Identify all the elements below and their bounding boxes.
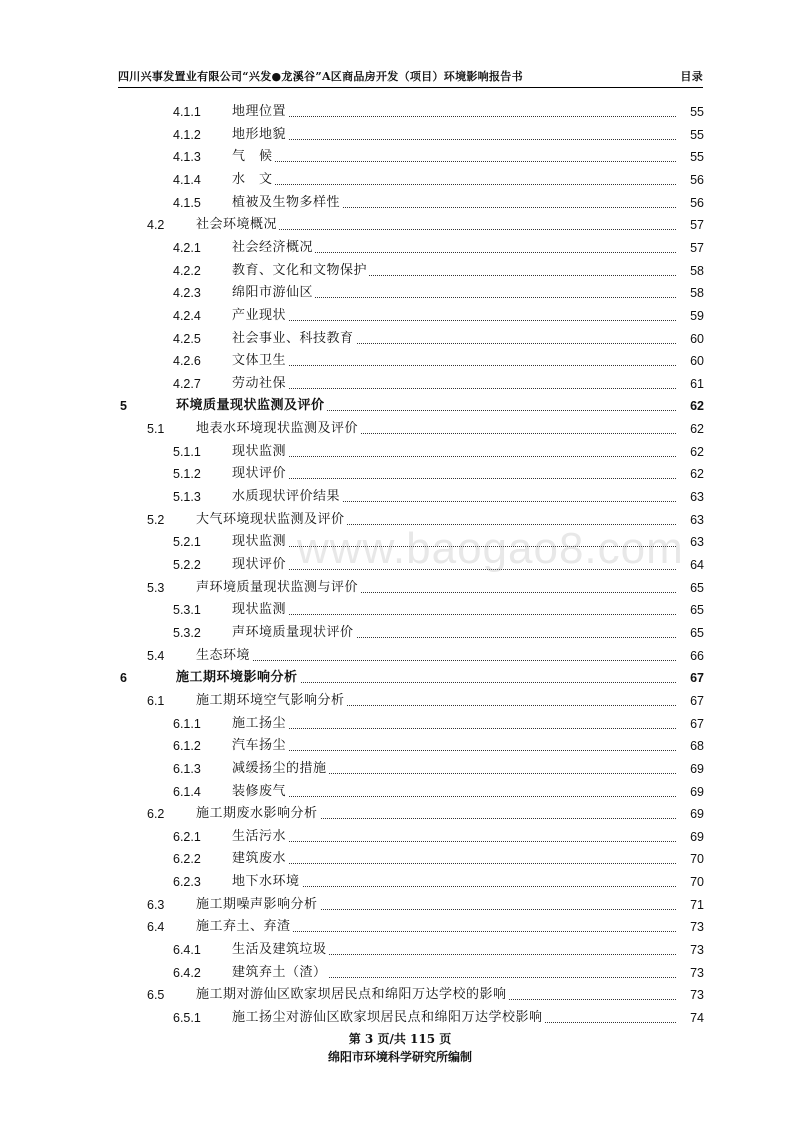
toc-entry-title: 施工扬尘对游仙区欧家坝居民点和绵阳万达学校影响 <box>232 1010 543 1025</box>
toc-entry-page: 63 <box>690 490 704 505</box>
toc-entry-number: 6 <box>120 671 127 686</box>
toc-entry-number: 4.1.5 <box>173 195 201 210</box>
toc-entry-number: 4.1.4 <box>173 172 201 187</box>
toc-entry-number: 6.5.1 <box>173 1011 201 1025</box>
toc-entry-title: 装修废气 <box>232 783 287 799</box>
toc-entry-page: 60 <box>690 331 704 346</box>
toc-leader-dots <box>242 116 676 117</box>
toc-entry-number: 4.1.1 <box>173 105 201 119</box>
toc-entry-title: 现状监测 <box>232 534 287 550</box>
toc-entry-page: 63 <box>690 535 704 550</box>
toc-entry-title: 气 候 <box>232 149 273 165</box>
toc-entry[interactable] <box>173 303 704 325</box>
toc-entry-number: 6.2.1 <box>173 829 201 844</box>
toc-entry-page: 65 <box>690 580 704 595</box>
toc-entry-page: 71 <box>690 897 704 912</box>
toc-entry-number: 4.2.2 <box>173 263 201 278</box>
toc-entry[interactable] <box>173 235 704 257</box>
toc-entry-number: 5.1.1 <box>173 444 201 459</box>
toc-entry-title: 现状评价 <box>232 466 287 482</box>
toc-entry-number: 6.4.2 <box>173 965 201 980</box>
toc-entry-page: 74 <box>690 1011 704 1025</box>
toc-entry-title: 施工扬尘 <box>232 715 287 731</box>
toc-entry-number: 6.1.1 <box>173 716 201 731</box>
toc-entry-number: 5.3 <box>147 580 165 595</box>
toc-entry-number: 6.1.2 <box>173 739 201 754</box>
toc-entry-page: 62 <box>690 467 704 482</box>
toc-entry-page: 67 <box>690 693 704 708</box>
toc-entry-title: 现状监测 <box>232 602 287 618</box>
toc-entry-title: 减缓扬尘的措施 <box>232 760 327 776</box>
toc-entry-title: 施工期废水影响分析 <box>196 806 318 822</box>
toc-entry-number: 5.2.2 <box>173 558 201 572</box>
toc-entry-title: 教育、文化和文物保护 <box>232 262 368 278</box>
toc-entry-title: 社会环境概况 <box>196 217 278 233</box>
toc-entry[interactable] <box>173 824 704 846</box>
toc-entry-title: 施工弃土、弃渣 <box>196 919 291 935</box>
toc-leader-dots <box>242 320 676 321</box>
toc-entry-number: 5.1.3 <box>173 490 201 505</box>
toc-entry[interactable] <box>173 846 704 868</box>
toc-entry-page: 70 <box>690 852 704 867</box>
toc-entry-number: 4.1.2 <box>173 127 201 142</box>
toc-entry-title: 产业现状 <box>232 307 287 323</box>
toc-entry[interactable] <box>173 529 704 551</box>
toc-entry-page: 73 <box>690 943 704 958</box>
toc-entry-number: 6.2 <box>147 807 165 822</box>
toc-entry-page: 65 <box>690 603 704 618</box>
toc-entry[interactable] <box>147 892 704 914</box>
toc-entry-page: 69 <box>690 829 704 844</box>
toc-entry-title: 大气环境现状监测及评价 <box>196 511 345 527</box>
toc-entry-title: 施工期对游仙区欧家坝居民点和绵阳万达学校的影响 <box>196 987 507 1003</box>
toc-entry-number: 5 <box>120 399 127 414</box>
toc-entry-number: 4.2.7 <box>173 376 201 391</box>
toc-entry[interactable] <box>173 461 704 483</box>
toc-entry-page: 65 <box>690 625 704 640</box>
toc-entry-title: 建筑弃土（渣） <box>232 964 327 980</box>
toc-entry-title: 现状评价 <box>232 557 287 572</box>
toc-entry-title: 社会经济概况 <box>232 239 314 255</box>
toc-entry[interactable] <box>173 371 704 393</box>
toc-entry-title: 汽车扬尘 <box>232 738 287 754</box>
toc-entry-title: 地表水环境现状监测及评价 <box>196 421 359 437</box>
toc-leader-dots <box>242 139 676 140</box>
toc-entry-number: 5.1.2 <box>173 467 201 482</box>
toc-entry-title: 绵阳市游仙区 <box>232 285 314 301</box>
toc-entry-title: 植被及生物多样性 <box>232 194 341 210</box>
toc-entry[interactable] <box>147 801 704 823</box>
toc-entry-page: 55 <box>690 150 704 165</box>
toc-entry-page: 73 <box>690 965 704 980</box>
toc-entry-page: 57 <box>690 218 704 233</box>
toc-entry-page: 69 <box>690 761 704 776</box>
toc-entry[interactable] <box>173 960 704 982</box>
toc-entry-page: 56 <box>690 195 704 210</box>
toc-entry-title: 生活及建筑垃圾 <box>232 942 327 958</box>
toc-entry-number: 5.3.2 <box>173 625 201 640</box>
toc-entry[interactable] <box>173 937 704 959</box>
header-report-title: 四川兴事发置业有限公司“兴发●龙溪谷”A区商品房开发（项目）环境影响报告书 <box>118 70 523 83</box>
toc-entry-number: 6.5 <box>147 988 165 1003</box>
toc-leader-dots <box>242 796 676 797</box>
page-header <box>118 66 703 84</box>
toc-entry[interactable] <box>173 552 704 574</box>
toc-entry-title: 水质现状评价结果 <box>232 489 341 505</box>
toc-entry-page: 62 <box>690 444 704 459</box>
toc-entry[interactable] <box>147 982 704 1004</box>
toc-entry-title: 环境质量现状监测及评价 <box>176 398 325 414</box>
toc-entry-title: 文体卫生 <box>232 353 287 369</box>
header-section-label: 目录 <box>680 70 703 83</box>
toc-leader-dots <box>242 184 676 185</box>
toc-leader-dots <box>242 728 676 729</box>
toc-entry-number: 5.3.1 <box>173 603 201 618</box>
toc-entry-page: 73 <box>690 988 704 1003</box>
toc-entry-page: 62 <box>690 399 704 414</box>
toc-entry[interactable] <box>147 507 704 529</box>
toc-entry-title: 地下水环境 <box>232 874 300 890</box>
toc-entry[interactable] <box>147 914 704 936</box>
toc-entry-page: 58 <box>690 263 704 278</box>
toc-entry[interactable] <box>173 326 704 348</box>
toc-entry-page: 63 <box>690 512 704 527</box>
toc-entry[interactable] <box>173 779 704 801</box>
toc-leader-dots <box>242 546 676 547</box>
toc-leader-dots <box>242 478 676 479</box>
toc-entry-title: 劳动社保 <box>232 375 287 391</box>
toc-entry[interactable] <box>147 575 704 597</box>
toc-entry[interactable] <box>120 393 704 415</box>
toc-entry[interactable] <box>120 665 704 687</box>
toc-entry[interactable] <box>173 144 704 166</box>
toc-entry-title: 社会事业、科技教育 <box>232 330 354 346</box>
toc-entry[interactable] <box>173 484 704 506</box>
toc-entry-page: 66 <box>690 648 704 663</box>
toc-entry-page: 59 <box>690 308 704 323</box>
toc-entry-number: 6.4.1 <box>173 943 201 958</box>
toc-entry-number: 5.1 <box>147 422 165 437</box>
toc-leader-dots <box>242 161 676 162</box>
toc-entry-number: 4.2 <box>147 218 165 233</box>
toc-entry[interactable] <box>173 280 704 302</box>
toc-entry-page: 73 <box>690 920 704 935</box>
footer-author: 绵阳市环境科学研究所编制 <box>327 1050 472 1064</box>
toc-entry-title: 施工期环境空气影响分析 <box>196 692 345 708</box>
toc-entry[interactable] <box>173 190 704 212</box>
toc-entry[interactable] <box>173 597 704 619</box>
toc-entry[interactable] <box>173 348 704 370</box>
toc-entry[interactable] <box>173 620 704 642</box>
toc-entry-number: 6.3 <box>147 897 165 912</box>
toc-entry-page: 67 <box>690 671 704 686</box>
toc-leader-dots <box>242 841 676 842</box>
toc-entry-number: 4.2.1 <box>173 240 201 255</box>
toc-leader-dots <box>242 456 676 457</box>
watermark: www.baogao8.com <box>297 524 684 573</box>
toc-leader-dots <box>242 365 676 366</box>
toc-entry-page: 55 <box>690 105 704 119</box>
toc-entry-page: 69 <box>690 784 704 799</box>
toc-entry-page: 60 <box>690 354 704 369</box>
toc-entry-number: 4.2.6 <box>173 354 201 369</box>
toc-entry-title: 现状监测 <box>232 443 287 459</box>
toc-entry-title: 地形地貌 <box>232 126 287 142</box>
toc-entry[interactable] <box>147 212 704 234</box>
toc-entry[interactable] <box>173 167 704 189</box>
toc-entry[interactable] <box>173 733 704 755</box>
toc-entry-page: 69 <box>690 807 704 822</box>
toc-entry-page: 58 <box>690 286 704 301</box>
toc-entry[interactable] <box>173 258 704 280</box>
toc-entry-number: 4.1.3 <box>173 150 201 165</box>
toc-entry-page: 67 <box>690 716 704 731</box>
toc-entry-number: 4.2.3 <box>173 286 201 301</box>
toc-entry-title: 声环境质量现状监测与评价 <box>196 579 359 595</box>
toc-entry-title: 建筑废水 <box>232 851 287 867</box>
toc-entry-title: 生活污水 <box>232 828 287 844</box>
toc-entry-number: 5.2 <box>147 512 165 527</box>
toc-entry[interactable] <box>147 643 704 665</box>
toc-entry-title: 生态环境 <box>196 647 251 663</box>
toc-leader-dots <box>242 614 676 615</box>
toc-entry-number: 6.4 <box>147 920 165 935</box>
toc-entry-number: 6.2.3 <box>173 875 201 890</box>
toc-entry[interactable] <box>173 869 704 891</box>
toc-entry-page: 64 <box>690 558 704 572</box>
toc-entry[interactable] <box>173 99 704 121</box>
toc-leader-dots <box>242 388 676 389</box>
toc-entry-title: 施工期环境影响分析 <box>176 670 298 686</box>
header-divider <box>118 87 703 88</box>
toc-entry[interactable] <box>173 439 704 461</box>
toc-entry[interactable] <box>147 416 704 438</box>
toc-entry-page: 55 <box>690 127 704 142</box>
toc-entry-number: 5.2.1 <box>173 535 201 550</box>
toc-entry-number: 6.1 <box>147 693 165 708</box>
toc-entry[interactable] <box>173 122 704 144</box>
toc-entry-page: 70 <box>690 875 704 890</box>
toc-leader-dots <box>242 886 676 887</box>
toc-entry-title: 水 文 <box>232 171 273 187</box>
toc-entry-page: 57 <box>690 240 704 255</box>
toc-entry-page: 56 <box>690 172 704 187</box>
toc-leader-dots <box>242 863 676 864</box>
toc-entry-title: 地理位置 <box>232 104 287 119</box>
toc-entry-page: 68 <box>690 739 704 754</box>
toc-entry-number: 5.4 <box>147 648 165 663</box>
footer-page-info: 第 3 页/共 115 页 <box>348 1032 452 1046</box>
toc-leader-dots <box>206 660 676 661</box>
toc-entry-number: 4.2.5 <box>173 331 201 346</box>
toc-entry-title: 施工期噪声影响分析 <box>196 896 318 912</box>
toc-entry-title: 声环境质量现状评价 <box>232 624 354 640</box>
toc-entry-page: 61 <box>690 376 704 391</box>
toc-leader-dots <box>242 569 676 570</box>
toc-entry[interactable] <box>173 1005 704 1027</box>
toc-entry[interactable] <box>173 756 704 778</box>
toc-entry-number: 4.2.4 <box>173 308 201 323</box>
toc-entry-number: 6.1.3 <box>173 761 201 776</box>
toc-entry-page: 62 <box>690 422 704 437</box>
toc-entry-number: 6.1.4 <box>173 784 201 799</box>
toc-entry[interactable] <box>147 688 704 710</box>
toc-leader-dots <box>242 750 676 751</box>
toc-entry-number: 6.2.2 <box>173 852 201 867</box>
toc-entry[interactable] <box>173 711 704 733</box>
